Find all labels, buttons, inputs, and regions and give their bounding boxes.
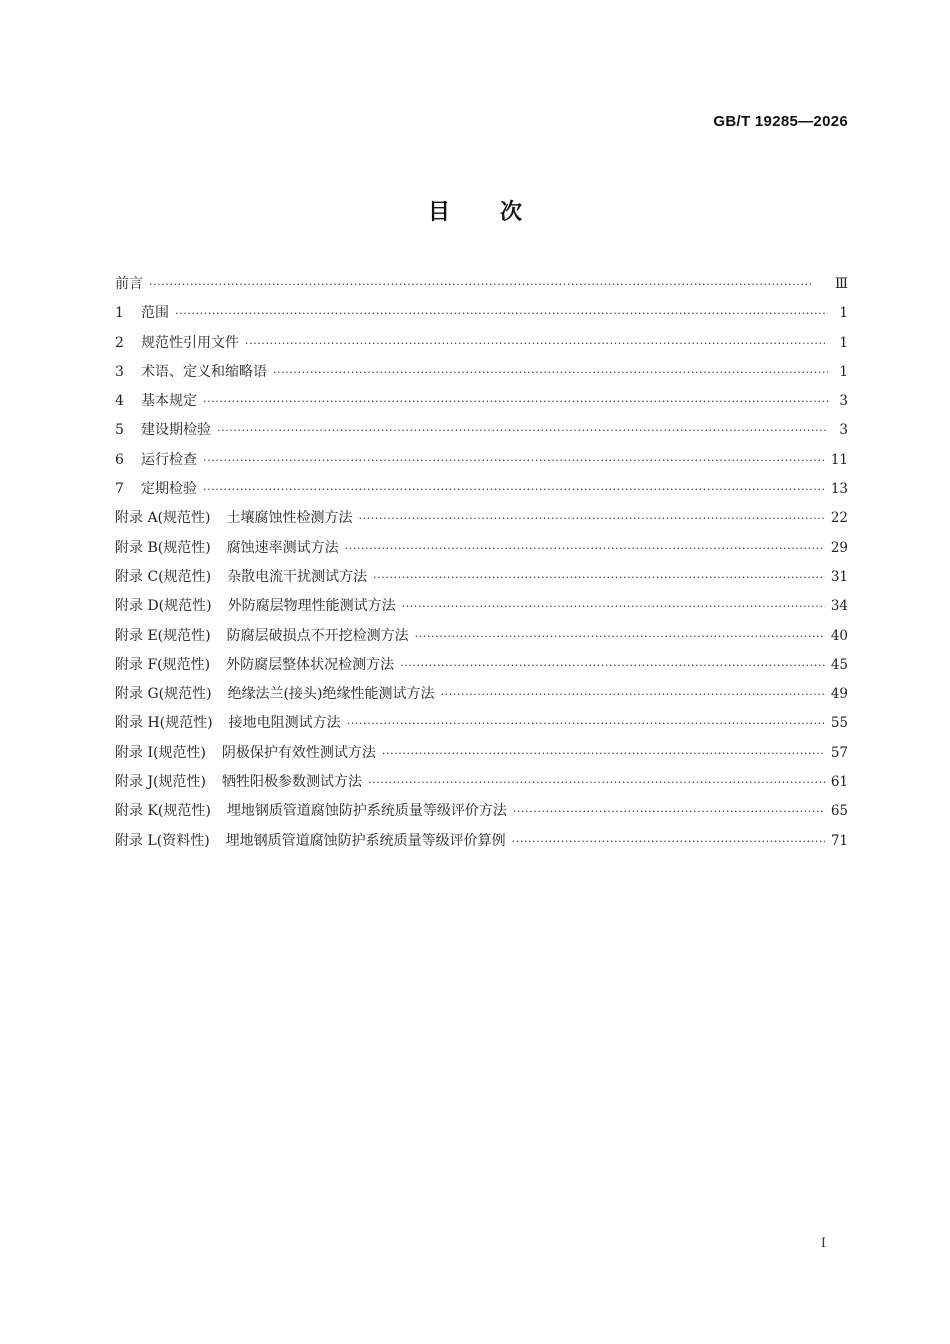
toc-entry-3[interactable] — [115, 358, 848, 387]
toc-entry-title: 绝缘法兰(接头)绝缘性能测试方法 — [227, 686, 435, 703]
toc-page-number: 22 — [830, 510, 848, 527]
toc-entry-appendix-i[interactable] — [115, 739, 848, 768]
toc-entry-number: 7 — [115, 481, 124, 498]
toc-page-number: 1 — [839, 305, 848, 322]
toc-page-number: Ⅲ — [834, 276, 848, 292]
page-number-footer: I — [820, 1236, 826, 1251]
toc-entry-number: 2 — [115, 334, 124, 351]
toc-page-number: 45 — [830, 656, 848, 673]
toc-entry-title: 建设期检验 — [141, 422, 211, 439]
toc-appendix-prefix: 附录 C(规范性) — [115, 568, 212, 585]
toc-page-number: 31 — [830, 568, 848, 585]
toc-entry-title: 埋地钢质管道腐蚀防护系统质量等级评价算例 — [225, 832, 506, 849]
toc-appendix-prefix: 附录 D(规范性) — [115, 598, 212, 615]
toc-appendix-prefix: 附录 B(规范性) — [115, 539, 211, 556]
standard-code: GB/T 19285—2026 — [713, 113, 848, 130]
toc-entry-5[interactable] — [115, 416, 848, 445]
toc-entry-title: 术语、定义和缩略语 — [141, 363, 267, 380]
toc-entry-title: 埋地钢质管道腐蚀防护系统质量等级评价方法 — [226, 803, 507, 820]
toc-page-number: 40 — [830, 627, 848, 644]
toc-entry-title: 阴极保护有效性测试方法 — [221, 744, 376, 761]
page-title: 目次 — [427, 200, 572, 225]
toc-appendix-prefix: 附录 E(规范性) — [115, 627, 211, 644]
toc-entry-appendix-c[interactable] — [115, 563, 848, 592]
toc-appendix-prefix: 附录 K(规范性) — [115, 803, 211, 820]
toc-entry-title: 外防腐层物理性能测试方法 — [227, 598, 396, 615]
toc-entry-foreword[interactable] — [115, 270, 848, 299]
toc-leader-dots — [441, 680, 825, 709]
toc-entry-appendix-k[interactable] — [115, 797, 848, 826]
toc-entry-appendix-a[interactable] — [115, 504, 848, 533]
toc-entry-title: 基本规定 — [141, 393, 197, 410]
toc-leader-dots — [415, 622, 825, 651]
toc-entry-title: 外防腐层整体状况检测方法 — [226, 656, 395, 673]
toc-entry-appendix-d[interactable] — [115, 592, 848, 621]
toc-page-number: 13 — [830, 481, 848, 498]
toc-entry-title: 牺牲阳极参数测试方法 — [222, 774, 362, 791]
toc-entry-2[interactable] — [115, 329, 848, 358]
toc-page-number: 3 — [839, 422, 848, 439]
toc-page-number: 1 — [839, 363, 848, 380]
toc-entry-7[interactable] — [115, 475, 848, 504]
toc-entry-title: 杂散电流干扰测试方法 — [227, 568, 368, 585]
toc-entry-title: 腐蚀速率测试方法 — [226, 539, 339, 556]
toc-appendix-prefix: 附录 G(规范性) — [115, 686, 212, 703]
toc-leader-dots — [175, 299, 828, 328]
toc-leader-dots — [273, 358, 828, 387]
toc-entry-title: 规范性引用文件 — [141, 334, 239, 351]
toc-entry-number: 4 — [115, 393, 124, 410]
toc-appendix-prefix: 附录 A(规范性) — [115, 510, 211, 527]
toc-page-number: 55 — [830, 715, 848, 732]
toc-entry-title: 接地电阻测试方法 — [228, 715, 341, 732]
toc-entry-title: 前言 — [115, 276, 143, 292]
toc-entry-number: 1 — [115, 305, 124, 322]
toc-entry-appendix-l[interactable] — [115, 827, 848, 856]
toc-page-number: 57 — [830, 744, 848, 761]
toc-entry-appendix-j[interactable] — [115, 768, 848, 797]
toc-leader-dots — [358, 504, 824, 533]
toc-leader-dots — [149, 270, 828, 299]
toc-page-number: 11 — [830, 451, 848, 468]
toc-entry-appendix-h[interactable] — [115, 709, 848, 738]
toc-entry-title: 防腐层破损点不开挖检测方法 — [226, 627, 409, 644]
toc-leader-dots — [512, 827, 825, 856]
toc-leader-dots — [347, 709, 825, 738]
toc-appendix-prefix: 附录 J(规范性) — [115, 774, 206, 791]
toc-appendix-prefix: 附录 H(规范性) — [115, 715, 213, 732]
toc-page-number: 29 — [830, 539, 848, 556]
toc-entry-title: 范围 — [141, 305, 169, 322]
toc-leader-dots — [382, 739, 825, 768]
toc-entry-title: 定期检验 — [141, 481, 197, 498]
toc-leader-dots — [203, 446, 825, 475]
toc-entry-number: 5 — [115, 422, 124, 439]
toc-entry-appendix-f[interactable] — [115, 651, 848, 680]
toc-entry-6[interactable] — [115, 446, 848, 475]
toc-leader-dots — [402, 592, 825, 621]
toc-entry-number: 6 — [115, 451, 124, 468]
toc-entry-title: 土壤腐蚀性检测方法 — [226, 510, 353, 527]
toc-entry-4[interactable] — [115, 387, 848, 416]
toc-leader-dots — [368, 768, 825, 797]
toc-leader-dots — [400, 651, 825, 680]
toc-entry-appendix-e[interactable] — [115, 622, 848, 651]
toc-appendix-prefix: 附录 F(规范性) — [115, 656, 211, 673]
toc-entry-appendix-b[interactable] — [115, 534, 848, 563]
toc-page-number: 61 — [830, 774, 848, 791]
toc-leader-dots — [345, 534, 825, 563]
toc-page-number: 34 — [830, 598, 848, 615]
toc-leader-dots — [203, 387, 828, 416]
table-of-contents — [115, 270, 848, 856]
toc-appendix-prefix: 附录 I(规范性) — [115, 744, 206, 761]
toc-appendix-prefix: 附录 L(资料性) — [115, 832, 210, 849]
toc-page-number: 1 — [839, 334, 848, 351]
toc-leader-dots — [513, 797, 825, 826]
toc-leader-dots — [245, 329, 828, 358]
toc-leader-dots — [203, 475, 825, 504]
toc-entry-appendix-g[interactable] — [115, 680, 848, 709]
toc-page-number: 3 — [839, 393, 848, 410]
toc-leader-dots — [373, 563, 825, 592]
toc-entry-number: 3 — [115, 363, 124, 380]
toc-page-number: 49 — [830, 686, 848, 703]
toc-leader-dots — [217, 416, 828, 445]
toc-page-number: 65 — [830, 803, 848, 820]
toc-page-number: 71 — [830, 832, 848, 849]
toc-entry-1[interactable] — [115, 299, 848, 328]
toc-entry-title: 运行检查 — [141, 451, 197, 468]
